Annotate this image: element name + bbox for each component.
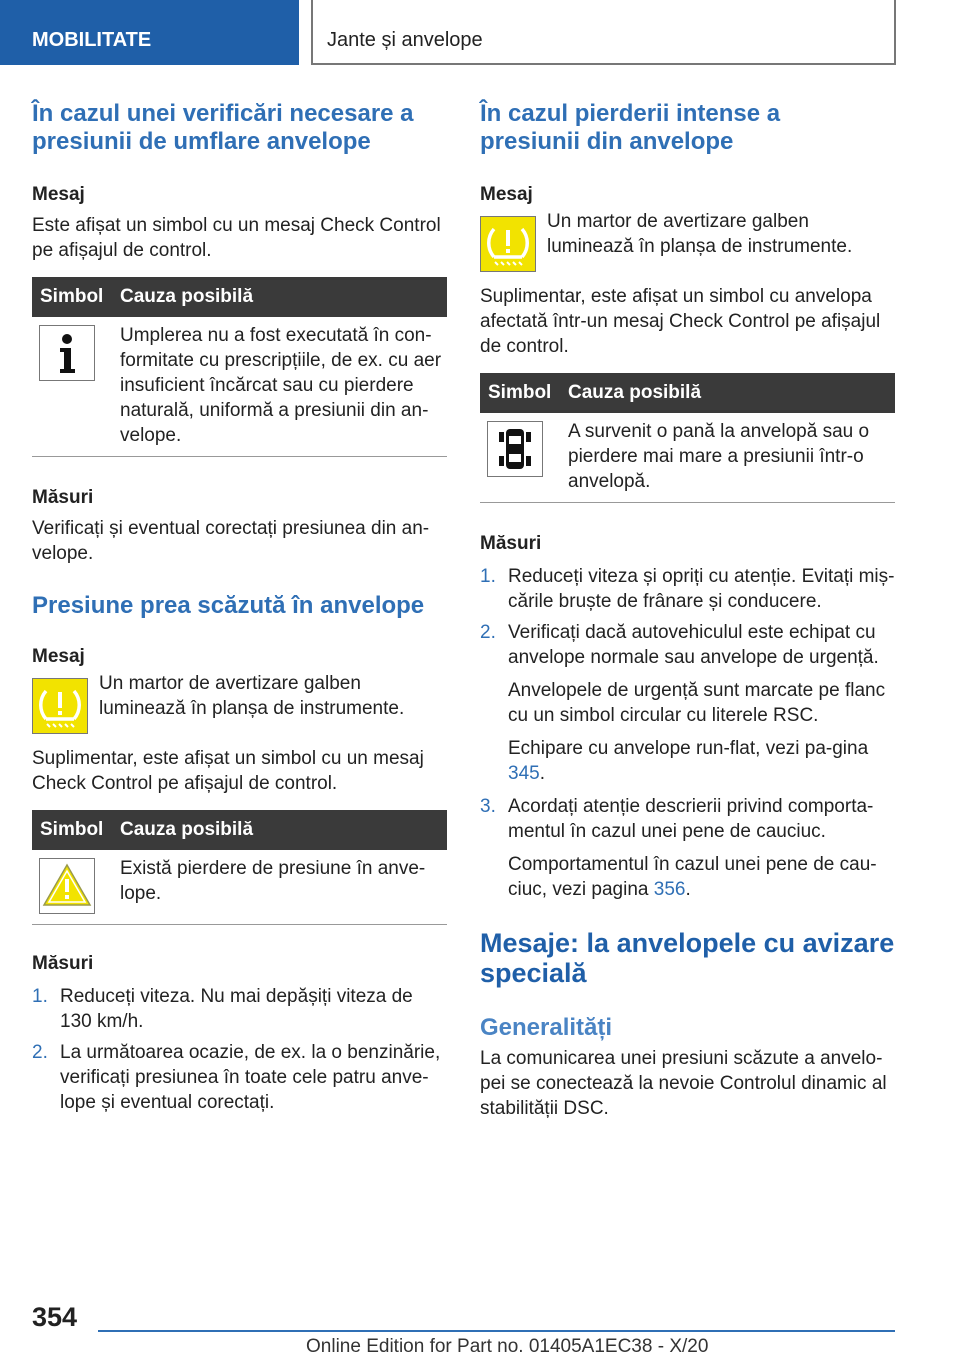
masuri-label: Măsuri [480, 533, 542, 554]
header-section-tab [0, 0, 299, 65]
footer-edition: Online Edition for Part no. 01405A1EC38 - X/20 [306, 1336, 709, 1357]
warning-triangle-icon [39, 858, 95, 914]
mesaj-text: Este afișat un simbol cu un mesaj Check Control pe afișajul de control. [32, 215, 441, 261]
table-header-cause: Cauza posibilă [568, 382, 702, 403]
masuri-label: Măsuri [32, 953, 94, 974]
left-column [32, 100, 447, 1115]
section-heading-special-tyres: Mesaje: la anvelopele cu avizare specială [480, 928, 895, 988]
warning-lamp-row [480, 209, 895, 272]
step-note: Anvelopele de urgență sunt marcate pe flanc cu un simbol circular cu literele RSC. [508, 680, 886, 726]
symbol-table-2 [32, 810, 447, 925]
table-row [480, 413, 895, 503]
list-item [480, 794, 895, 844]
symbol-table-3 [480, 373, 895, 503]
step-number: 3. [480, 796, 496, 817]
page-link-356[interactable]: 356 [653, 879, 686, 900]
section-heading-intense-loss: În cazul pierderii intense a presiunii din anvelope [480, 100, 781, 155]
general-text: La comunicarea unei presiuni scăzute a anvelo-pei se conectează la nevoie Controlul dinamic al stabilității DSC. [480, 1048, 887, 1119]
tyre-pressure-warning-icon [480, 216, 536, 272]
tyre-pressure-warning-icon [32, 678, 88, 734]
table-row [32, 317, 447, 457]
subheading-general: Generalități [480, 1014, 613, 1041]
section-heading-check-pressure: În cazul unei verificări necesare a presiunii de umflare anvelope [32, 100, 414, 155]
mesaj-label: Mesaj [32, 184, 85, 205]
masuri-text: Verificați și eventual corectați presiunea din an-velope. [32, 518, 430, 564]
warning-lamp-text: Un martor de avertizare galben luminează în planșa de instrumente. [547, 211, 853, 257]
step-note-text: Comportamentul în cazul unei pene de cau-ciuc, vezi pagina [508, 854, 877, 900]
step-text: Reduceți viteza și opriți cu atenție. Evitați miș-cările bruște de frânare și conducere. [508, 566, 895, 612]
page-number: 354 [32, 1302, 78, 1332]
table-header-cause: Cauza posibilă [120, 819, 254, 840]
right-column [480, 100, 895, 1121]
steps-list [32, 984, 447, 1115]
list-item [32, 1040, 447, 1115]
header-section-label: MOBILITATE [32, 29, 152, 51]
table-header-symbol: Simbol [40, 286, 104, 307]
masuri-label: Măsuri [32, 487, 94, 508]
table-header-cause: Cauza posibilă [120, 286, 254, 307]
warning-lamp-text: Un martor de avertizare galben luminează în planșa de instrumente. [99, 673, 405, 719]
table-header [32, 277, 447, 317]
step-note-text: Echipare cu anvelope run-flat, vezi pa-gina [508, 738, 869, 759]
table-header [32, 810, 447, 850]
warning-lamp-row [32, 671, 447, 734]
table-row [32, 850, 447, 925]
steps-list [480, 794, 895, 844]
step-text: Verificați dacă autovehiculul este echipat cu anvelope normale sau anvelope de urgență. [508, 622, 879, 668]
step-number: 2. [32, 1042, 48, 1063]
step-text: Acordați atenție descrierii privind comporta-mentul în cazul unei pene de cauciuc. [508, 796, 874, 842]
car-tyre-icon [487, 421, 543, 477]
step-number: 1. [32, 986, 48, 1007]
info-icon [39, 325, 95, 381]
mesaj-text: Suplimentar, este afișat un simbol cu un mesaj Check Control pe afișajul de control. [32, 748, 424, 794]
step-number: 2. [480, 622, 496, 643]
header-topic-tab [311, 0, 896, 65]
list-item [32, 984, 447, 1034]
step-note: Echipare cu anvelope run-flat, vezi pa-gina 345. [508, 738, 869, 784]
symbol-table-1 [32, 277, 447, 457]
step-text: Reduceți viteza. Nu mai depășiți viteza de 130 km/h. [60, 986, 413, 1032]
table-cell-cause: Umplerea nu a fost executată în con-formitate cu prescripțiile, de ex. cu aer insuficient încărcat sau cu pierdere naturală, uniformă a presiunii din an-velope. [120, 325, 442, 446]
mesaj-text: Suplimentar, este afișat un simbol cu anvelopa afectată într-un mesaj Check Control pe afișajul de control. [480, 286, 881, 357]
step-number: 1. [480, 566, 496, 587]
footer-divider [98, 1330, 895, 1332]
mesaj-label: Mesaj [480, 184, 533, 205]
step-note: Comportamentul în cazul unei pene de cau-ciuc, vezi pagina 356. [508, 854, 877, 900]
table-header-symbol: Simbol [40, 819, 104, 840]
header-topic-label: Jante și anvelope [327, 29, 483, 51]
list-item [480, 564, 895, 614]
table-header [480, 373, 895, 413]
steps-list [480, 564, 895, 670]
table-cell-cause: A survenit o pană la anvelopă sau o pierdere mai mare a presiunii într-o anvelopă. [568, 421, 870, 492]
section-heading-low-pressure: Presiune prea scăzută în anvelope [32, 592, 425, 619]
table-cell-cause: Există pierdere de presiune în anve-lope. [120, 858, 426, 904]
page-link-345[interactable]: 345 [508, 763, 540, 784]
list-item [480, 620, 895, 670]
mesaj-label: Mesaj [32, 646, 85, 667]
table-header-symbol: Simbol [488, 382, 552, 403]
step-text: La următoarea ocazie, de ex. la o benzinărie, verificați presiunea în toate cele patru anve-lope și eventual corectați. [60, 1042, 441, 1113]
